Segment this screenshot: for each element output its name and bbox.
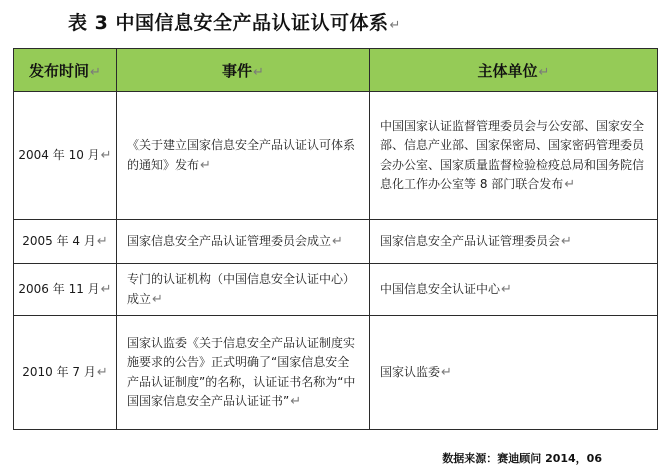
header-event: 事件↵ (117, 49, 370, 92)
paragraph-mark-icon: ↵ (100, 281, 112, 297)
data-source-note: 数据来源：赛迪顾问 2014，06 (442, 452, 602, 465)
paragraph-mark-icon: ↵ (332, 233, 343, 249)
paragraph-mark-icon: ↵ (96, 364, 108, 380)
date-cell: 2004 年 10 月↵ (14, 92, 117, 220)
event-cell: 国家认监委《关于信息安全产品认证制度实施要求的公告》正式明确了“国家信息安全产品认证制度”的名称，认证证书名称为“中国国家信息安全产品认证证书”↵ (117, 316, 370, 430)
table-header-row (14, 49, 658, 92)
paragraph-mark-icon: ↵ (389, 18, 401, 33)
paragraph-mark-icon: ↵ (200, 157, 211, 173)
table-title: 表 3 中国信息安全产品认证认可体系↵ (68, 12, 401, 34)
header-organization: 主体单位↵ (370, 49, 658, 92)
paragraph-mark-icon: ↵ (96, 233, 108, 249)
organization-cell: 国家信息安全产品认证管理委员会↵ (370, 220, 658, 264)
paragraph-mark-icon: ↵ (290, 394, 302, 409)
organization-cell: 中国国家认证监督管理委员会与公安部、国家安全部、信息产业部、国家保密局、国家密码管理委员会办公室、国家质量监督检验检疫总局和国务院信息化工作办公室等 8 部门联合发布↵ (370, 92, 658, 220)
paragraph-mark-icon: ↵ (253, 64, 264, 80)
table-row (14, 316, 658, 430)
paragraph-mark-icon: ↵ (100, 147, 112, 163)
paragraph-mark-icon: ↵ (538, 64, 550, 80)
certification-table (13, 48, 658, 430)
date-cell: 2006 年 11 月↵ (14, 264, 117, 316)
event-cell: 专门的认证机构（中国信息安全认证中心）成立↵ (117, 264, 370, 316)
paragraph-mark-icon: ↵ (152, 291, 163, 307)
date-cell: 2010 年 7 月↵ (14, 316, 117, 430)
header-date: 发布时间↵ (14, 49, 117, 92)
paragraph-mark-icon: ↵ (561, 233, 572, 249)
date-cell: 2005 年 4 月↵ (14, 220, 117, 264)
paragraph-mark-icon: ↵ (501, 281, 512, 297)
paragraph-mark-icon: ↵ (90, 64, 101, 80)
table-row (14, 220, 658, 264)
event-cell: 《关于建立国家信息安全产品认证认可体系的通知》发布↵ (117, 92, 370, 220)
table-row (14, 264, 658, 316)
event-cell: 国家信息安全产品认证管理委员会成立↵ (117, 220, 370, 264)
table-row (14, 92, 658, 220)
paragraph-mark-icon: ↵ (441, 364, 452, 380)
organization-cell: 中国信息安全认证中心↵ (370, 264, 658, 316)
paragraph-mark-icon: ↵ (564, 177, 576, 192)
organization-cell: 国家认监委↵ (370, 316, 658, 430)
